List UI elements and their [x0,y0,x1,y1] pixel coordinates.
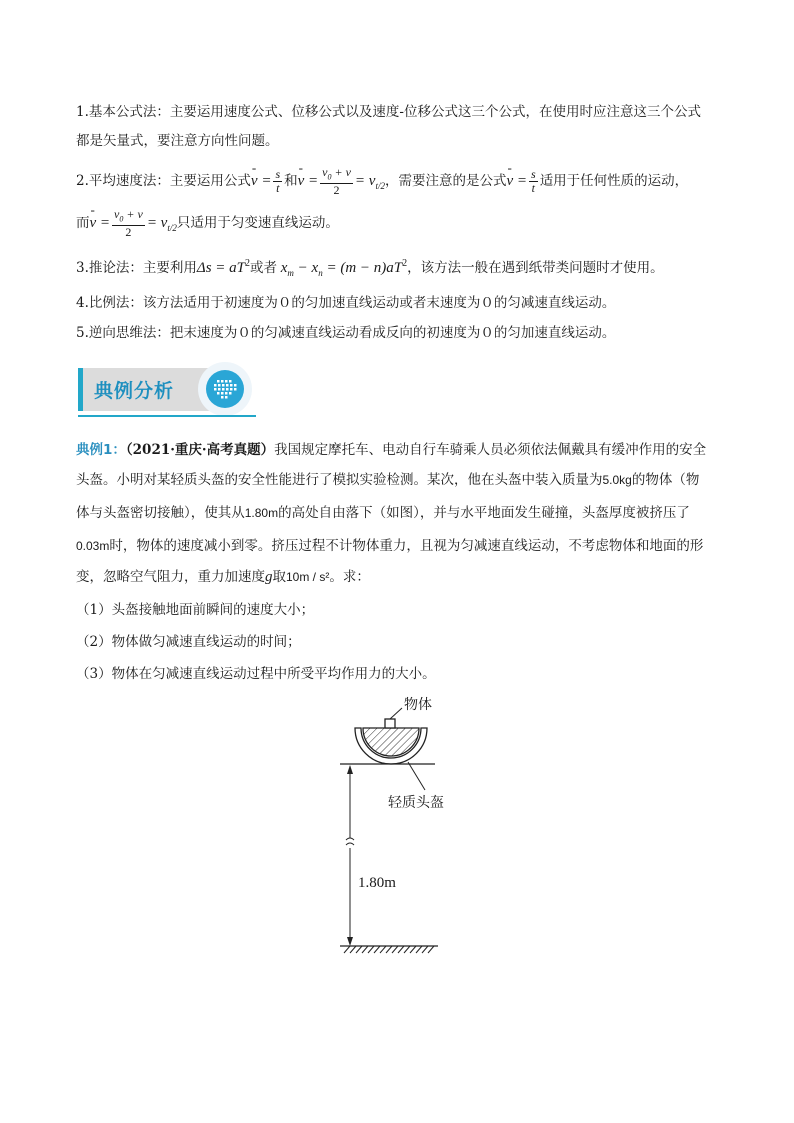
method-5-line: 5.逆向思维法：把末速度为０的匀减速直线运动看成反向的初速度为０的匀加速直线运动。 [76,325,616,341]
formula-mid-time-velocity: - v = $\frac{v_0 + v}{2}$ = $v_{t/2}$ [90,215,177,231]
method-3-prefix: 3.推论法：主要利用 [76,260,197,276]
example-text-5b: 取 [272,569,286,585]
method-2-line-1 [76,166,688,197]
method-2-and: 和 [284,173,298,190]
gravity-value: 10m / s² [286,570,330,584]
method-2-mid: ，需要注意的是公式 [384,173,507,190]
object-label: 物体 [404,697,432,713]
method-2-line2-prefix: 而 [76,215,90,232]
section-banner [72,362,257,420]
example-label: 典例1： [76,442,126,458]
example-text-4b: 时，物体的速度减小到零。挤压过程不计物体重力，且视为匀减速直线运动，不考虑物体和地面的形 [109,538,704,554]
question-1: （1）头盔接触地面前瞬间的速度大小； [76,602,315,618]
break-mark-1 [346,838,354,840]
formula-delta-s: $\Delta s = aT^2$ [196,258,250,276]
example-text-5a: 变，忽略空气阻力，重力加速度 [76,569,265,585]
ground-hatching [344,946,434,953]
break-mark-2 [346,843,354,845]
example-source: （2021·重庆·高考真题） [125,442,275,458]
example-text-3b: 的高处自由落下（如图），并与水平地面发生碰撞，头盔厚度被挤压了 [278,505,690,521]
example-text-1: 我国规定摩托车、电动自行车骑乘人员必须依法佩戴具有缓冲作用的安全 [274,442,707,458]
height-value: 1.80m [244,506,279,520]
height-label: 1.80m [358,875,396,891]
gravity-symbol: g [265,569,273,585]
example-line-5 [76,567,370,587]
method-2-prefix: 2.平均速度法：主要运用公式 [76,173,251,190]
arrow-down-icon [347,937,353,946]
helmet-label: 轻质头盔 [388,795,444,811]
mass-value: 5.0kg [602,473,632,487]
arrow-up-icon [347,765,353,774]
method-3-line [76,254,664,283]
example-line-3 [76,503,690,523]
formula-avg-velocity: - v = $\frac{s}{t}$ [251,173,284,189]
formula-avg-velocity-mid: - v = $\frac{v_0 + v}{2}$ = $v_{t/2}$ [298,173,385,189]
section-title: 典例分析 [94,380,175,402]
example-text-2a: 头盔。小明对某轻质头盔的安全性能进行了模拟实验检测。某次，他在头盔中装入质量为 [76,472,603,488]
example-text-2b: 的物体（物 [631,472,700,488]
method-2-line-2 [76,208,339,239]
example-text-3a: 体与头盔密切接触），使其从 [76,505,245,521]
example-line-2 [76,470,699,490]
figure-drawing [330,690,480,960]
example-text-5c: 。求： [329,569,370,585]
method-2-line2-suffix: 只适用于匀变速直线运动。 [176,215,339,232]
object-knob [385,719,395,728]
method-3-or: 或者 [250,260,277,276]
question-3: （3）物体在匀减速直线运动过程中所受平均作用力的大小。 [76,666,436,682]
object-leader-line [390,708,402,719]
formula-avg-velocity-2: - v = $\frac{s}{t}$ [506,173,539,189]
example-line-1 [76,440,706,460]
formula-xm-xn: $x_m - x_n = (m - n)aT^2$ [277,258,408,278]
question-2: （2）物体做匀减速直线运动的时间； [76,634,301,650]
compression-value: 0.03m [76,539,110,553]
method-1-line-1: 1.基本公式法：主要运用速度公式、位移公式以及速度-位移公式这三个公式，在使用时应注意这三个公式 [76,104,701,120]
method-2-suffix: 适用于任何性质的运动， [539,173,689,190]
helmet-leader-line [408,762,425,790]
method-4-line: 4.比例法：该方法适用于初速度为０的匀加速直线运动或者末速度为０的匀减速直线运动。 [76,295,616,311]
example-line-4 [76,536,703,556]
dot-grid-icon [213,377,237,401]
banner-underline [78,415,256,417]
method-3-suffix: ，该方法一般在遇到纸带类问题时才使用。 [407,260,664,276]
method-1-line-2: 都是矢量式，要注意方向性问题。 [76,133,279,149]
